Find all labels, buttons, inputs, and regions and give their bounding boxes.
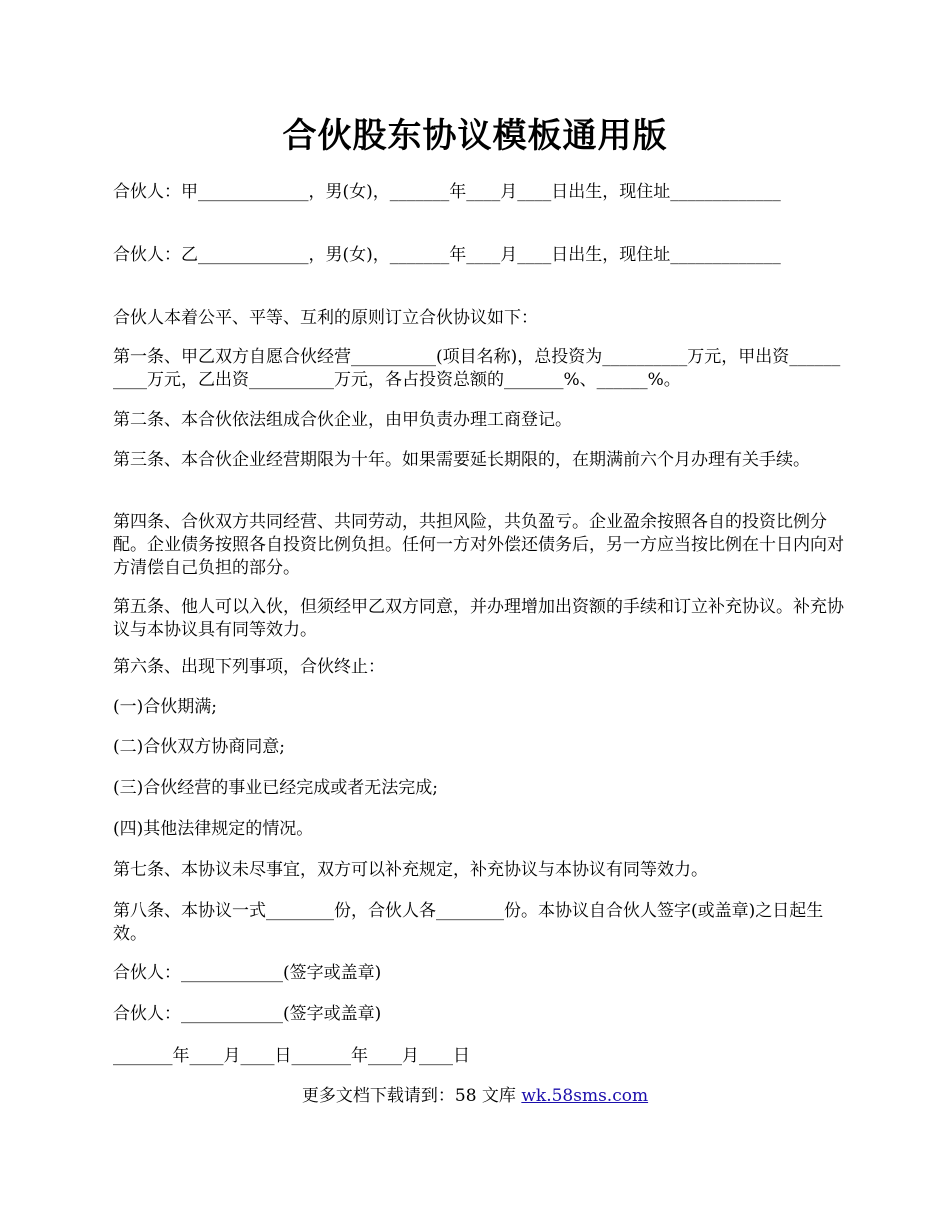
list-item-2: (二)合伙双方协商同意; xyxy=(113,737,285,757)
clause-article-6: 第六条、出现下列事项，合伙终止： xyxy=(113,657,385,677)
clause-intro: 合伙人本着公平、平等、互利的原则订立合伙协议如下： xyxy=(113,308,538,328)
list-item-3: (三)合伙经营的事业已经完成或者无法完成; xyxy=(113,778,438,798)
clause-article-1: 第一条、甲乙双方自愿合伙经营__________(项目名称)，总投资为__________万元，甲出资__________万元，乙出资__________万元，各占投资总额的_______%、______%。 xyxy=(113,347,841,390)
clause-article-8: 第八条、本协议一式________份，合伙人各________份。本协议自合伙人签字(或盖章)之日起生效。 xyxy=(113,901,824,944)
footer-link[interactable]: wk.58sms.com xyxy=(521,1086,649,1106)
footer xyxy=(0,1085,950,1108)
clause-partner-b: 合伙人：乙_____________，男(女)，_______年____月____日出生，现住址_____________ xyxy=(113,245,781,265)
signature-line-2: 合伙人：____________(签字或盖章) xyxy=(113,1004,382,1024)
footer-text: 更多文档下载请到：58 文库 xyxy=(301,1086,522,1106)
list-item-1: (一)合伙期满; xyxy=(113,697,217,717)
clause-article-2: 第二条、本合伙依法组成合伙企业，由甲负责办理工商登记。 xyxy=(113,410,572,430)
date-line: _______年____月____日_______年____月____日 xyxy=(113,1046,470,1066)
clause-partner-a: 合伙人：甲_____________，男(女)，_______年____月____日出生，现住址_____________ xyxy=(113,182,781,202)
clause-article-4: 第四条、合伙双方共同经营、共同劳动，共担风险，共负盈亏。企业盈余按照各自的投资比例分配。企业债务按照各自投资比例负担。任何一方对外偿还债务后，另一方应当按比例在十日内向对方清偿自己负担的部分。 xyxy=(113,512,844,578)
clause-article-5: 第五条、他人可以入伙，但须经甲乙双方同意，并办理增加出资额的手续和订立补充协议。补充协议与本协议具有同等效力。 xyxy=(113,597,844,640)
list-item-4: (四)其他法律规定的情况。 xyxy=(113,819,314,839)
document-title: 合伙股东协议模板通用版 xyxy=(282,116,668,156)
signature-line-1: 合伙人：____________(签字或盖章) xyxy=(113,963,382,983)
clause-article-7: 第七条、本协议未尽事宜，双方可以补充规定，补充协议与本协议有同等效力。 xyxy=(113,860,708,880)
clause-article-3: 第三条、本合伙企业经营期限为十年。如果需要延长期限的，在期满前六个月办理有关手续。 xyxy=(113,450,810,470)
